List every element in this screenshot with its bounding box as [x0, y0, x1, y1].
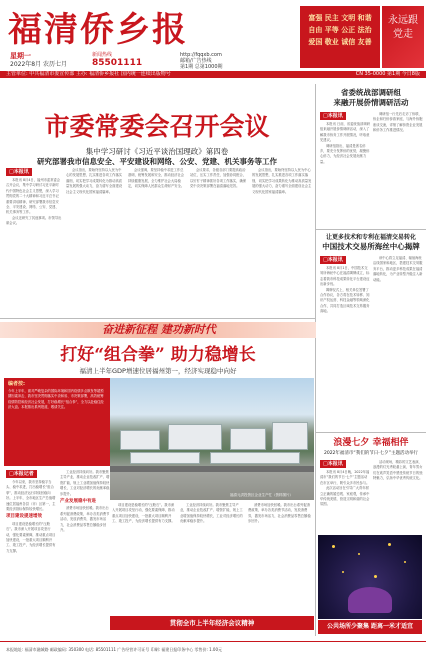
building-shape [130, 452, 200, 464]
light-spark [374, 575, 377, 578]
headline-line: 中国技术交易所海丝中心揭牌 [322, 242, 420, 251]
section-divider [316, 229, 426, 230]
qixi-festival-photo[interactable] [318, 535, 422, 619]
section-divider [0, 318, 315, 319]
main-story-column-5 [252, 168, 312, 316]
right-bottom-subhead: 2022年福清市“我们的节日·七夕”主题活动举行 [323, 451, 419, 456]
slogan-line: 富强 民主 文明 和谐 [308, 14, 372, 22]
editor-note-title: 编者按: [8, 381, 25, 387]
light-spark [404, 561, 406, 563]
right-bottom-column-1 [320, 470, 370, 532]
paragraph: 消费市场加快回暖。我市出台系列促消费政策，举办各类消费节活动，发放消费券，激发市场活力，社会消费品零售总额稳步回升。 [248, 503, 311, 524]
edition-number: CN 35-0000 第1期 今日8版 [355, 71, 420, 77]
building-shape [168, 424, 222, 450]
feature-section-heading: 产业发展稳中有进 [60, 499, 96, 505]
paragraph: 消费市场加快回暖。我市出台系列促消费政策，举办各类消费节活动，发放消费券，激发市场活力，社会消费品零售总额稳步回升。 [60, 506, 110, 533]
right-top-column-2 [373, 112, 423, 226]
hotline-number: 85501111 [92, 58, 143, 68]
weekday: 星期一 [10, 52, 31, 60]
building-shape [272, 422, 308, 450]
main-story-column-3 [128, 168, 186, 316]
right-top-headline[interactable] [318, 88, 424, 108]
paragraph: 本报讯 8月4日晚，2022年福清市“我们的节日·七夕”主题活动在市区举行，吸引众多市民参与。 [320, 470, 370, 485]
paragraph: 会议指出，要始终坚持以人民为中心的发展思想，扎实推进各项工作落实落细，切实把学习成果转化为推动高质量发展的强大动力，奋力谱写全面建设社会主义现代化国家福清篇章。 [252, 168, 312, 194]
right-bottom-column-2 [373, 460, 423, 532]
paragraph: 会议要求，各级各部门要提高政治站位，压实工作责任，加强协同配合，以钉钉子精神抓好各项工作落实，确保党中央决策部署在福清落地见效。 [190, 168, 247, 189]
photo-caption: 福清元洪投资区企业生产忙（资料图片） [230, 493, 293, 497]
paragraph: 调研组指出，福清是著名侨乡，要充分发挥侨的优势，凝聚侨心侨力，为经济社会发展贡献力量。 [320, 143, 370, 164]
paragraph: 今年以来，我市坚持稳字当头、稳中求进，打出稳增长“组合拳”，推动经济运行持续回稳向好。上半年，全市地区生产总值增速位居福州各县（市）区第一，主要经济指标保持较快增长。 [6, 480, 56, 512]
feature-section-heading: 项目建设提速增效 [6, 514, 42, 520]
headline-line: 让更多技术和专利在福清交易转化 [325, 234, 416, 241]
website[interactable]: http://fqqxb.com [180, 52, 222, 58]
paragraph: 会议强调，要坚持稳中求进工作总基调，统筹发展和安全，推动经济社会持续健康发展，全力维护社会大局稳定，切实保障人民群众生命财产安全。 [128, 168, 185, 189]
public-health-banner: 公共场所少聚集 距离一米才适宜 [318, 620, 422, 634]
paragraph: 项目建设是稳增长的“压舱石”。我市深入开展项目攻坚行动，强化要素保障，推动重点项目加快建设，一批重大项目顺利开工、竣工投产，为经济增长提供有力支撑。 [112, 503, 175, 524]
slogan-decoration: 永远跟党走 [382, 6, 424, 68]
editor-note-box [4, 378, 110, 466]
paragraph: 项目建设是稳增长的“压舱石”。我市深入开展项目攻坚行动，强化要素保障，推动重点项目加快建设，一批重大项目顺利开工、竣工投产，为经济增长提供有力支撑。 [6, 521, 56, 553]
paragraph: 本报讯 8月4日，福州市委常委会召开会议，集中学习研讨习近平新时代中国特色社会主义思想，深入学习贯彻党的二十大精神和习近平总书记重要讲话精神，研究部署我市信息安全、平安建设、网络、公安、党建、机关事务等工作。 [6, 178, 61, 215]
feature-banner-text: 奋进新征程 建功新时代 [102, 323, 216, 336]
right-mid-column-1 [320, 266, 370, 426]
building-shape [230, 428, 266, 450]
right-mid-column-2 [373, 256, 423, 426]
light-spark [342, 571, 344, 573]
stage-shape [348, 587, 392, 613]
hotline-label: 新闻热线 [92, 52, 113, 58]
feature-column-1 [6, 480, 56, 614]
issue-info [10, 52, 67, 69]
light-spark [388, 543, 391, 546]
main-story-column-1 [6, 178, 62, 316]
building-shape [210, 452, 300, 464]
paragraph: 该中心将立足福清、辐射海丝沿线国家和地区，搭建技术交易服务平台，推动更多科技成果在福清落地转化，为产业转型升级注入新动能。 [373, 256, 423, 282]
feature-bottom-bar: 贯彻全市上半年经济会议精神 [110, 616, 314, 630]
paragraph: 工业经济持续向好。我市聚焦主导产业，推动企业技改扩产、增资扩能，规上工业增加值保持较快增长，工业对经济增长的贡献率稳步提升。 [60, 470, 110, 496]
light-spark [358, 553, 360, 555]
paragraph: 活动现场，精彩的文艺表演、浪漫的灯光秀轮番上演，青年男女们在欢声笑语中感受传统节日的独特魅力，弘扬中华优秀传统文化。 [373, 460, 423, 481]
main-story-column-2 [66, 168, 124, 316]
paragraph: 会议还研究了其他事项。市领导出席会议。 [6, 215, 62, 226]
right-bottom-headline[interactable]: 浪漫七夕 幸福相伴 [333, 438, 409, 448]
paragraph: 此次活动旨在引导广大青年树立正确的婚恋观、家庭观，传承中华传统美德，营造文明和谐的社会氛围。 [320, 486, 370, 507]
right-mid-headline[interactable] [318, 233, 424, 251]
headline-line: 来融开展侨情调研活动 [333, 98, 409, 107]
feature-column-3 [112, 503, 176, 613]
main-story-tag: □本报讯 [6, 168, 32, 176]
building-shape [120, 430, 160, 450]
contact-info [180, 52, 223, 70]
main-subhead-2: 研究部署我市信息安全、平安建设和网络、公安、党建、机关事务等工作 [37, 157, 277, 166]
slogan-line: 爱国 敬业 诚信 友善 [308, 38, 372, 46]
slogan-line: 自由 平等 公正 法治 [308, 26, 372, 34]
light-spark [332, 545, 335, 548]
right-mid-tag: □本报讯 [320, 256, 346, 264]
newspaper-title: 福清侨乡报 [8, 10, 188, 50]
editor-note-text: 今年上半年，面对严峻复杂的国际环境和国内疫情多点散发等超预期因素冲击，我市坚决贯彻落实中央和省、市决策部署，高效统筹疫情防控和经济社会发展，打好稳增长“组合拳”，全力以赴稳住经济大盘。本报推出系列报道，敬请关注。 [8, 389, 104, 409]
issue-lunar: 农历七月 [43, 61, 68, 68]
right-bottom-tag: □本报讯 [320, 460, 346, 468]
feature-tag: □本报记者 [6, 470, 37, 478]
main-story-column-4 [190, 168, 248, 316]
right-top-tag: □本报讯 [320, 112, 346, 120]
headline-line: 省委统战部调研组 [341, 88, 401, 97]
feature-column-2 [60, 470, 110, 614]
section-divider [316, 432, 426, 433]
road-shape [110, 466, 314, 472]
paragraph: 调研组一行先后走访了侨联、侨企和归侨侨眷家庭，与海外侨胞座谈交流，详细了解侨资企业发展和侨务工作推进情况。 [373, 112, 423, 133]
paragraph: 工业经济持续向好。我市聚焦主导产业，推动企业技改扩产、增资扩能，规上工业增加值保持较快增长，工业对经济增长的贡献率稳步提升。 [180, 503, 243, 524]
feature-column-4 [180, 503, 244, 613]
paragraph: 揭牌仪式上，相关单位签署了合作协议，各方将在技术转移、知识产权运营、科技金融等领域深化合作，共同打造区域技术交易服务高地。 [320, 287, 370, 314]
core-values-slogan [300, 6, 380, 68]
feature-subhead: 福清上半年GDP增速位居福州第一，经济实现稳中向好 [79, 367, 237, 375]
column-divider [315, 84, 316, 636]
edition-info: 第1期 总第1000期 [180, 64, 223, 70]
paragraph: 本报讯 日前，省委统战部调研组来融开展侨情调研活动，深入了解我市侨务工作开展情况，听取意见建议。 [320, 122, 370, 143]
feature-column-5 [248, 503, 312, 613]
paragraph: 会议指出，要始终坚持以人民为中心的发展思想，扎实推进各项工作落实落细，切实把学习成果转化为推动高质量发展的强大动力，奋力谱写全面建设社会主义现代化国家福清篇章。 [66, 168, 123, 194]
right-top-column-1 [320, 122, 370, 226]
contact-line: 邮箱/广告热线 [180, 58, 212, 64]
masthead [0, 0, 426, 68]
publisher-line: 主管单位: 中共福清市委宣传部 主办: 福清侨乡报社 国内统一连续出版物号 [6, 71, 171, 77]
issue-date: 2022年8月 [10, 61, 42, 68]
page-footer: 本报地址: 福清市融城路 邮政编码: 350300 电话: 85501111 广告经营许可证号 印刷: 福建日报印务中心 零售价: 1.00元 [0, 641, 426, 657]
industrial-park-photo[interactable] [110, 378, 314, 500]
main-subhead-1: 集中学习研讨《习近平谈治国理政》第四卷 [85, 147, 229, 156]
feature-headline[interactable]: 打好“组合拳” 助力稳增长 [60, 345, 256, 365]
main-headline[interactable]: 市委常委会召开会议 [44, 112, 270, 141]
paragraph: 本报讯 8月1日，中国技术交易所海丝中心在福清揭牌成立，标志着我市科技成果转化平台建设迈出新步伐。 [320, 266, 370, 287]
